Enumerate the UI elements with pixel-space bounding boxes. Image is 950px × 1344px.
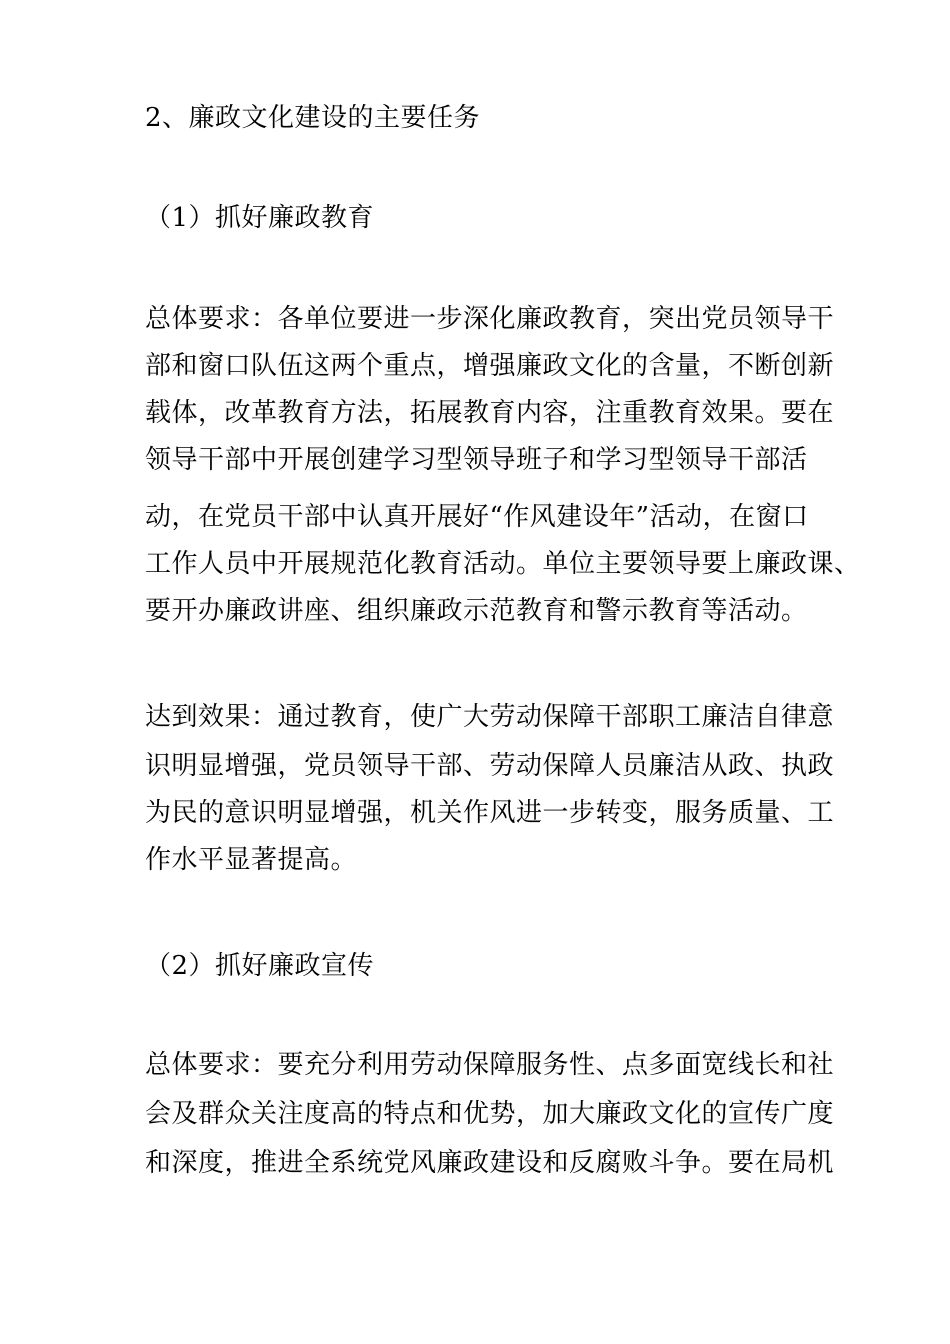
paragraph-line: 动，在党员干部中认真开展好“作风建设年”活动，在窗口 — [145, 502, 809, 532]
paragraph-line: 领导干部中开展创建学习型领导班子和学习型领导干部活 — [145, 445, 808, 475]
paragraph-line: 和深度，推进全系统党风廉政建设和反腐败斗争。要在局机 — [145, 1148, 835, 1178]
paragraph-line: 总体要求：要充分利用劳动保障服务性、点多面宽线长和社 — [145, 1050, 835, 1080]
paragraph-line: 工作人员中开展规范化教育活动。单位主要领导要上廉政课、 — [145, 549, 861, 579]
paragraph-line: 载体，改革教育方法，拓展教育内容，注重教育效果。要在 — [145, 398, 835, 428]
paragraph-line: 要开办廉政讲座、组织廉政示范教育和警示教育等活动。 — [145, 596, 808, 626]
paragraph-line: 为民的意识明显增强，机关作风进一步转变，服务质量、工 — [145, 798, 835, 828]
paragraph-line: 会及群众关注度高的特点和优势，加大廉政文化的宣传广度 — [145, 1099, 835, 1129]
paragraph-line: 达到效果：通过教育，使广大劳动保障干部职工廉洁自律意 — [145, 702, 835, 732]
paragraph-line: 总体要求：各单位要进一步深化廉政教育，突出党员领导干 — [145, 304, 835, 334]
subsection-heading-publicity: （2）抓好廉政宣传 — [145, 951, 375, 981]
paragraph-line: 识明显增强，党员领导干部、劳动保障人员廉洁从政、执政 — [145, 751, 835, 781]
paragraph-line: 部和窗口队伍这两个重点，增强廉政文化的含量，不断创新 — [145, 351, 835, 381]
paragraph-line: 作水平显著提高。 — [145, 845, 358, 875]
subsection-heading-education: （1）抓好廉政教育 — [145, 203, 375, 233]
section-heading: 2、廉政文化建设的主要任务 — [145, 103, 481, 133]
